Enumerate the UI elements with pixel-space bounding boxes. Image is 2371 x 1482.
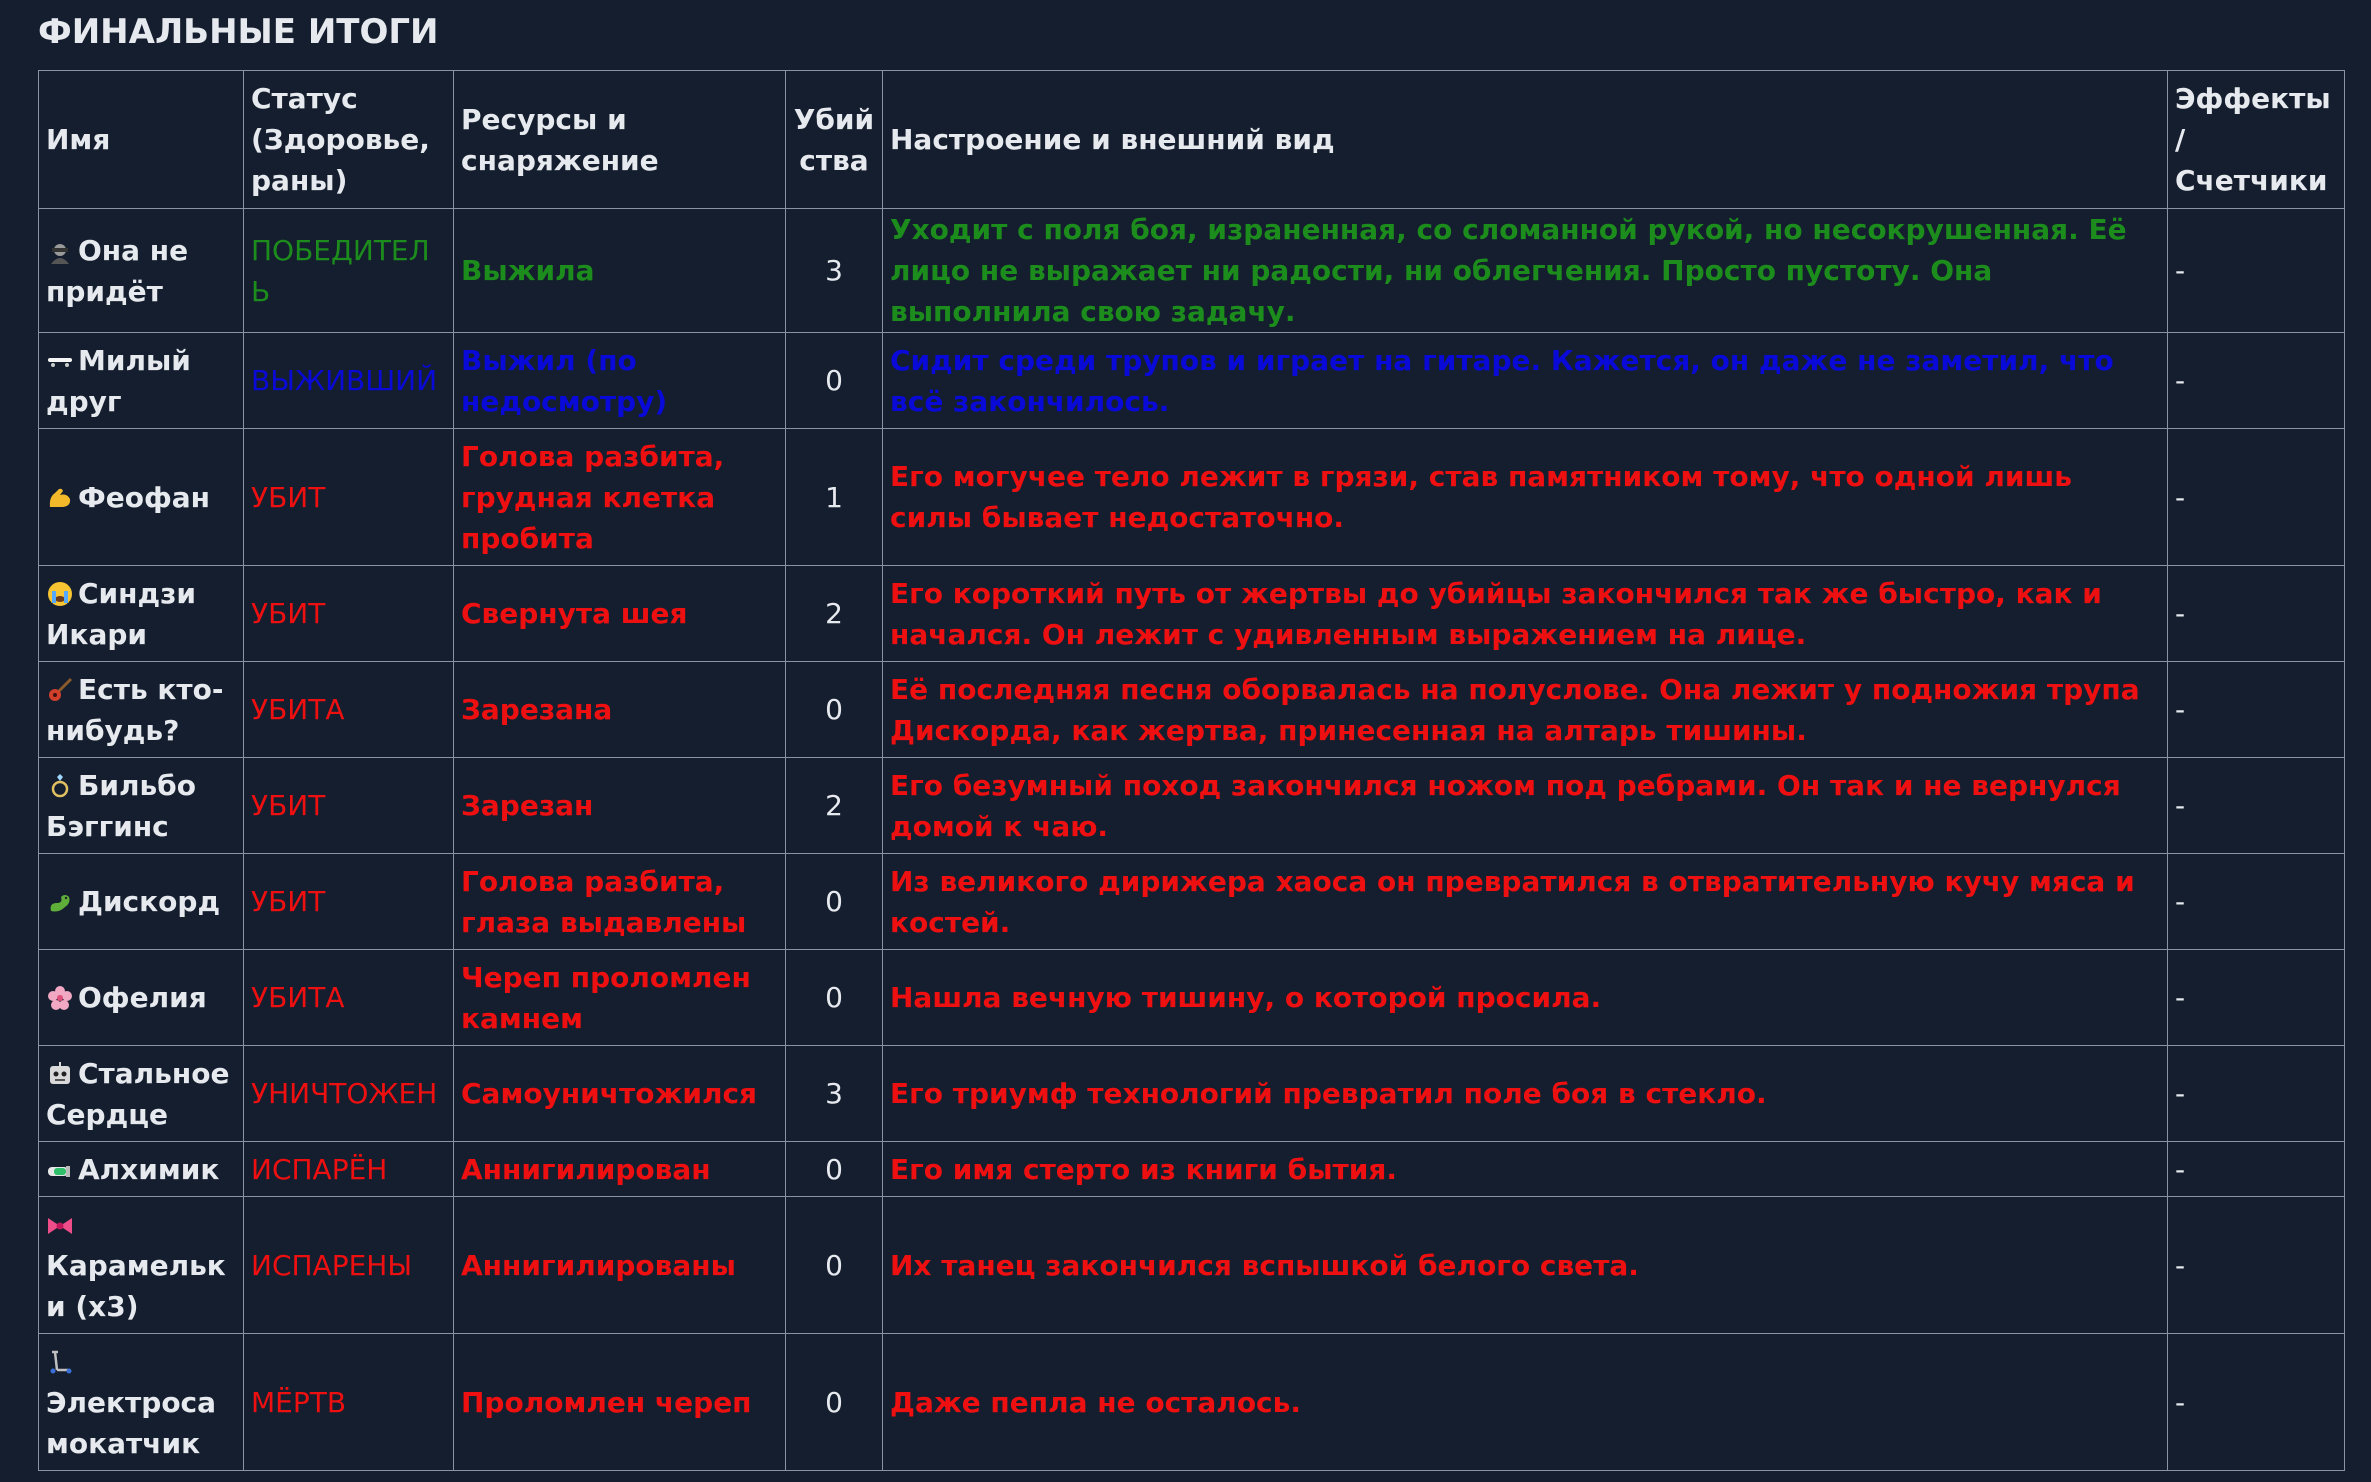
row-resources: Выжил (по недосмотру) xyxy=(454,333,786,429)
row-effects: - xyxy=(2168,209,2345,333)
header-effects: Эффекты/ Счетчики xyxy=(2168,71,2345,209)
table-row xyxy=(39,662,2345,758)
table-row xyxy=(39,758,2345,854)
row-name-cell xyxy=(39,429,244,566)
ring-icon xyxy=(46,765,74,806)
row-kills: 0 xyxy=(786,1142,883,1197)
row-resources: Зарезан xyxy=(454,758,786,854)
row-name: Карамельки (x3) xyxy=(46,1248,226,1323)
header-kills: Убийства xyxy=(786,71,883,209)
robot-icon xyxy=(46,1053,74,1094)
row-name-cell xyxy=(39,662,244,758)
table-row xyxy=(39,950,2345,1046)
row-status: УНИЧТОЖЕН xyxy=(244,1046,454,1142)
row-name: Электросамокатчик xyxy=(46,1385,217,1460)
header-name: Имя xyxy=(39,71,244,209)
page-title: ФИНАЛЬНЫЕ ИТОГИ xyxy=(38,12,439,52)
table-row xyxy=(39,1197,2345,1334)
row-status: МЁРТВ xyxy=(244,1334,454,1471)
table-row xyxy=(39,429,2345,566)
cherry-blossom-icon xyxy=(46,977,74,1018)
row-name-cell xyxy=(39,1197,244,1334)
row-status: ИСПАРЁН xyxy=(244,1142,454,1197)
row-effects: - xyxy=(2168,758,2345,854)
row-mood: Его имя стерто из книги бытия. xyxy=(883,1142,2168,1197)
row-mood: Уходит с поля боя, израненная, со сломанной рукой, но несокрушенная. Её лицо не выражает ни радости, ни облегчения. Просто пустоту. Она выполнила свою задачу. xyxy=(883,209,2168,333)
row-effects: - xyxy=(2168,566,2345,662)
row-name: Милый друг xyxy=(46,343,191,418)
flexed-biceps-icon xyxy=(46,477,74,518)
row-mood: Даже пепла не осталось. xyxy=(883,1334,2168,1471)
row-kills: 0 xyxy=(786,1334,883,1471)
row-status: УБИТ xyxy=(244,566,454,662)
table-header-row xyxy=(39,71,2345,209)
table-row xyxy=(39,209,2345,333)
row-kills: 0 xyxy=(786,854,883,950)
row-status: УБИТ xyxy=(244,758,454,854)
row-resources: Проломлен череп xyxy=(454,1334,786,1471)
row-name-cell xyxy=(39,758,244,854)
row-resources: Свернута шея xyxy=(454,566,786,662)
row-name-cell xyxy=(39,1142,244,1197)
row-effects: - xyxy=(2168,1046,2345,1142)
row-kills: 0 xyxy=(786,1197,883,1334)
row-status: УБИТ xyxy=(244,429,454,566)
header-status: Статус (Здоровье, раны) xyxy=(244,71,454,209)
table-row xyxy=(39,854,2345,950)
header-resources: Ресурсы и снаряжение xyxy=(454,71,786,209)
table-row xyxy=(39,1046,2345,1142)
row-name-cell xyxy=(39,1334,244,1471)
row-resources: Аннигилированы xyxy=(454,1197,786,1334)
row-resources: Самоуничтожился xyxy=(454,1046,786,1142)
row-kills: 1 xyxy=(786,429,883,566)
row-effects: - xyxy=(2168,662,2345,758)
row-resources: Зарезана xyxy=(454,662,786,758)
row-name-cell xyxy=(39,950,244,1046)
row-effects: - xyxy=(2168,1334,2345,1471)
row-name: Есть кто-нибудь? xyxy=(46,672,224,747)
table-row xyxy=(39,566,2345,662)
row-mood: Его могучее тело лежит в грязи, став памятником тому, что одной лишь силы бывает недостаточно. xyxy=(883,429,2168,566)
row-kills: 3 xyxy=(786,1046,883,1142)
row-kills: 2 xyxy=(786,566,883,662)
row-resources: Череп проломлен камнем xyxy=(454,950,786,1046)
row-name-cell xyxy=(39,333,244,429)
test-tube-icon xyxy=(46,1149,74,1190)
row-mood: Нашла вечную тишину, о которой просила. xyxy=(883,950,2168,1046)
row-status: ИСПАРЕНЫ xyxy=(244,1197,454,1334)
row-effects: - xyxy=(2168,429,2345,566)
skateboard-icon xyxy=(46,340,74,381)
guitar-icon xyxy=(46,669,74,710)
crying-face-icon xyxy=(46,573,74,614)
row-kills: 0 xyxy=(786,950,883,1046)
row-effects: - xyxy=(2168,950,2345,1046)
row-mood: Их танец закончился вспышкой белого света. xyxy=(883,1197,2168,1334)
table-row xyxy=(39,1142,2345,1197)
row-name: Она не придёт xyxy=(46,233,189,308)
row-kills: 3 xyxy=(786,209,883,333)
header-mood: Настроение и внешний вид xyxy=(883,71,2168,209)
row-name: Офелия xyxy=(78,981,207,1014)
row-status: ВЫЖИВШИЙ xyxy=(244,333,454,429)
row-mood: Его триумф технологий превратил поле боя в стекло. xyxy=(883,1046,2168,1142)
row-name: Дискорд xyxy=(78,885,221,918)
row-name: Алхимик xyxy=(78,1152,220,1186)
row-status: УБИТА xyxy=(244,950,454,1046)
spy-icon xyxy=(46,230,74,271)
row-name-cell xyxy=(39,209,244,333)
row-name: Синдзи Икари xyxy=(46,576,197,651)
row-mood: Сидит среди трупов и играет на гитаре. Кажется, он даже не заметил, что всё закончилось. xyxy=(883,333,2168,429)
row-name: Бильбо Бэггинс xyxy=(46,768,196,843)
ribbon-icon xyxy=(46,1204,74,1245)
scooter-icon xyxy=(46,1341,74,1382)
results-table xyxy=(38,70,2345,1471)
row-name: Феофан xyxy=(78,480,211,514)
row-effects: - xyxy=(2168,854,2345,950)
row-mood: Его короткий путь от жертвы до убийцы закончился так же быстро, как и начался. Он лежит с удивленным выражением на лице. xyxy=(883,566,2168,662)
row-status: УБИТА xyxy=(244,662,454,758)
row-status: ПОБЕДИТЕЛЬ xyxy=(244,209,454,333)
row-effects: - xyxy=(2168,1142,2345,1197)
row-kills: 0 xyxy=(786,333,883,429)
dragon-icon xyxy=(46,881,74,922)
row-resources: Аннигилирован xyxy=(454,1142,786,1197)
row-resources: Голова разбита, глаза выдавлены xyxy=(454,854,786,950)
row-mood: Её последняя песня оборвалась на полуслове. Она лежит у подножия трупа Дискорда, как жертва, принесенная на алтарь тишины. xyxy=(883,662,2168,758)
row-kills: 2 xyxy=(786,758,883,854)
row-mood: Его безумный поход закончился ножом под ребрами. Он так и не вернулся домой к чаю. xyxy=(883,758,2168,854)
row-name-cell xyxy=(39,566,244,662)
row-effects: - xyxy=(2168,333,2345,429)
row-mood: Из великого дирижера хаоса он превратился в отвратительную кучу мяса и костей. xyxy=(883,854,2168,950)
row-name-cell xyxy=(39,854,244,950)
row-kills: 0 xyxy=(786,662,883,758)
row-name-cell xyxy=(39,1046,244,1142)
row-resources: Выжила xyxy=(454,209,786,333)
row-effects: - xyxy=(2168,1197,2345,1334)
table-row xyxy=(39,1334,2345,1471)
row-name: Стальное Сердце xyxy=(46,1056,230,1131)
row-resources: Голова разбита, грудная клетка пробита xyxy=(454,429,786,566)
row-status: УБИТ xyxy=(244,854,454,950)
table-row xyxy=(39,333,2345,429)
